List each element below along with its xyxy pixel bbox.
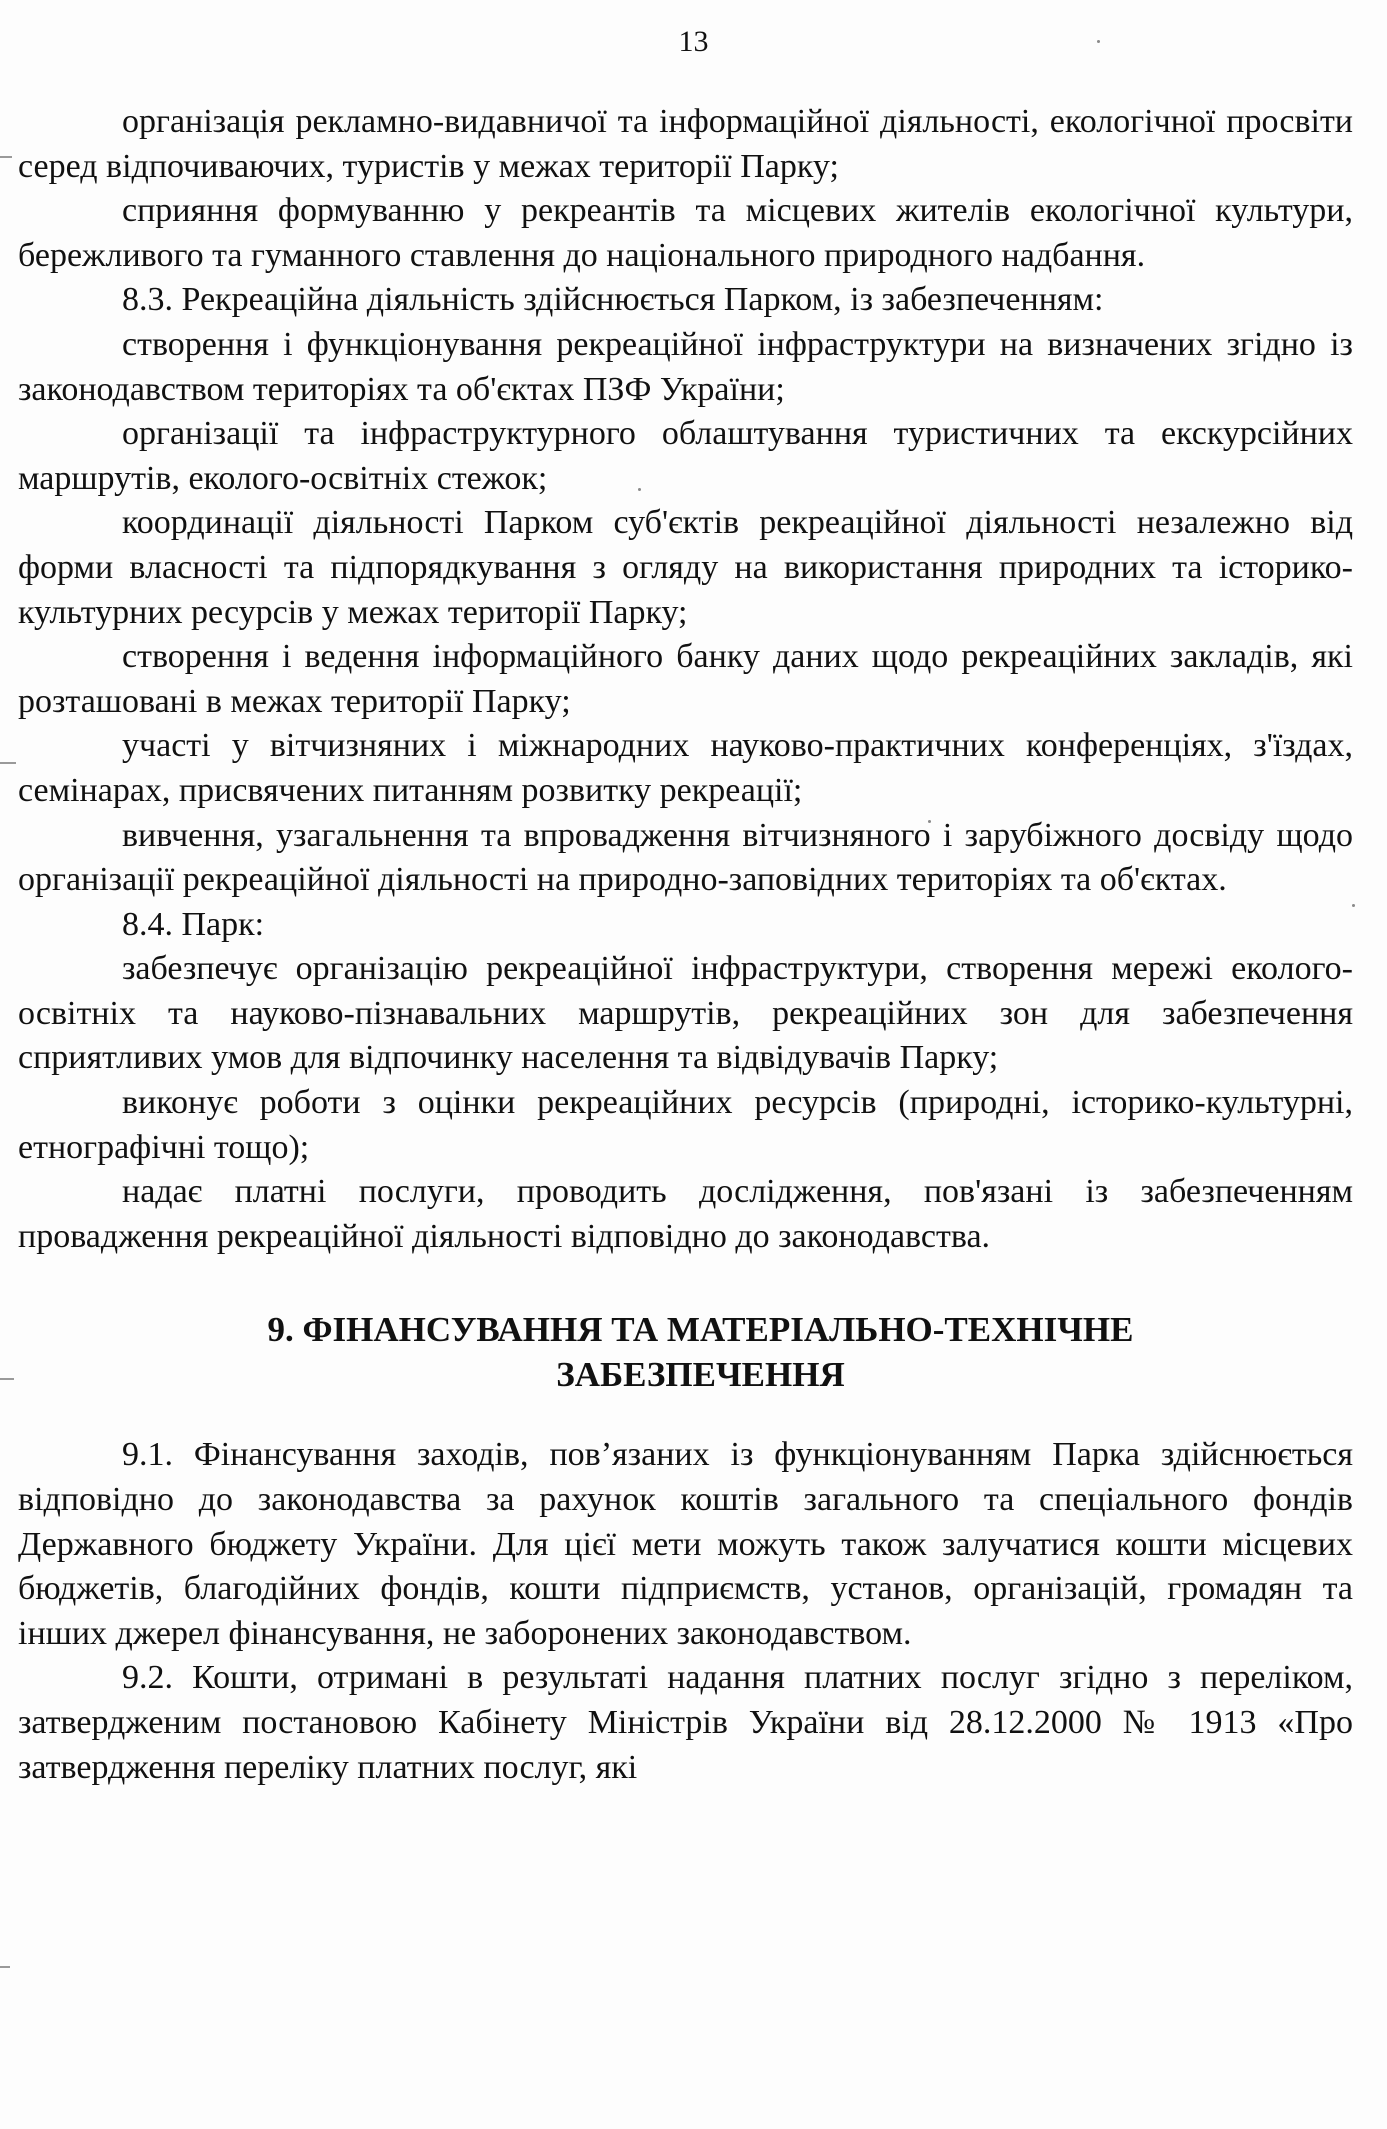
paragraph: участі у вітчизняних і міжнародних науково-практичних конференціях, з'їздах, семінарах, присвячених питанням розвитку рекреації;: [18, 727, 1353, 809]
document-body: [18, 100, 1353, 1790]
paragraph: вивчення, узагальнення та впровадження вітчизняного і зарубіжного досвіду щодо організації рекреаційної діяльності на природно-заповідних територіях та об'єктах.: [18, 816, 1353, 899]
section-9-2-paragraph: 9.2. Кошти, отримані в результаті надання платних послуг згідно з переліком, затвердженим постановою Кабінету Міністрів України від 28.12.2000 № 1913 «Про затвердження переліку платних послуг, які: [18, 1659, 1353, 1786]
paragraph: організації та інфраструктурного облаштування туристичних та екскурсійних маршрутів, еколого-освітніх стежок;: [18, 415, 1353, 497]
paragraph: забезпечує організацію рекреаційної інфраструктури, створення мережі еколого-освітніх та науково-пізнавальних маршрутів, рекреаційних зон для забезпечення сприятливих умов для відпочинку населення та відвідувачів Парку;: [18, 950, 1353, 1077]
section-9-1-paragraph: 9.1. Фінансування заходів, пов’язаних із функціонуванням Парка здійснюється відповідно до законодавства за рахунок коштів загального та спеціального фондів Державного бюджету України. Для цієї мети можуть також залучатися кошти місцевих бюджетів, благодійних фондів, кошти підприємств, установ, організацій, громадян та інших джерел фінансування, не заборонених законодавством.: [18, 1436, 1353, 1652]
paragraph: створення і ведення інформаційного банку даних щодо рекреаційних закладів, які розташовані в межах території Парку;: [18, 638, 1353, 720]
section-heading: [18, 1307, 1353, 1397]
page-number: 13: [678, 25, 709, 58]
section-8-4-paragraph: 8.4. Парк:: [122, 905, 265, 943]
paragraph: виконує роботи з оцінки рекреаційних ресурсів (природні, історико-культурні, етнографічні тощо);: [18, 1084, 1353, 1166]
paragraph: надає платні послуги, проводить дослідження, пов'язані із забезпеченням провадження рекреаційної діяльності відповідно до законодавства.: [18, 1173, 1353, 1255]
section-heading-line-1: 9. ФІНАНСУВАННЯ ТА МАТЕРІАЛЬНО-ТЕХНІЧНЕ: [267, 1310, 1134, 1350]
scan-mark: [0, 1378, 14, 1380]
scan-dot: [1097, 40, 1100, 43]
section-heading-line-2: ЗАБЕЗПЕЧЕННЯ: [556, 1355, 845, 1395]
paragraph: сприяння формуванню у рекреантів та місцевих жителів екологічної культури, бережливого та гуманного ставлення до національного природного надбання.: [18, 192, 1353, 274]
section-8-3-paragraph: 8.3. Рекреаційна діяльність здійснюється Парком, із забезпеченням:: [122, 281, 1104, 319]
scan-mark: [0, 156, 12, 158]
paragraph: організація рекламно-видавничої та інформаційної діяльності, екологічної просвіти серед відпочиваючих, туристів у межах території Парку;: [18, 103, 1353, 185]
paragraph: координації діяльності Парком суб'єктів рекреаційної діяльності незалежно від форми власності та підпорядкування з огляду на використання природних та історико-культурних ресурсів у межах території Парку;: [18, 504, 1353, 631]
paragraph: створення і функціонування рекреаційної інфраструктури на визначених згідно із законодавством територіях та об'єктах ПЗФ України;: [18, 325, 1353, 408]
scan-mark: [0, 1966, 10, 1968]
scan-mark: [0, 762, 16, 764]
